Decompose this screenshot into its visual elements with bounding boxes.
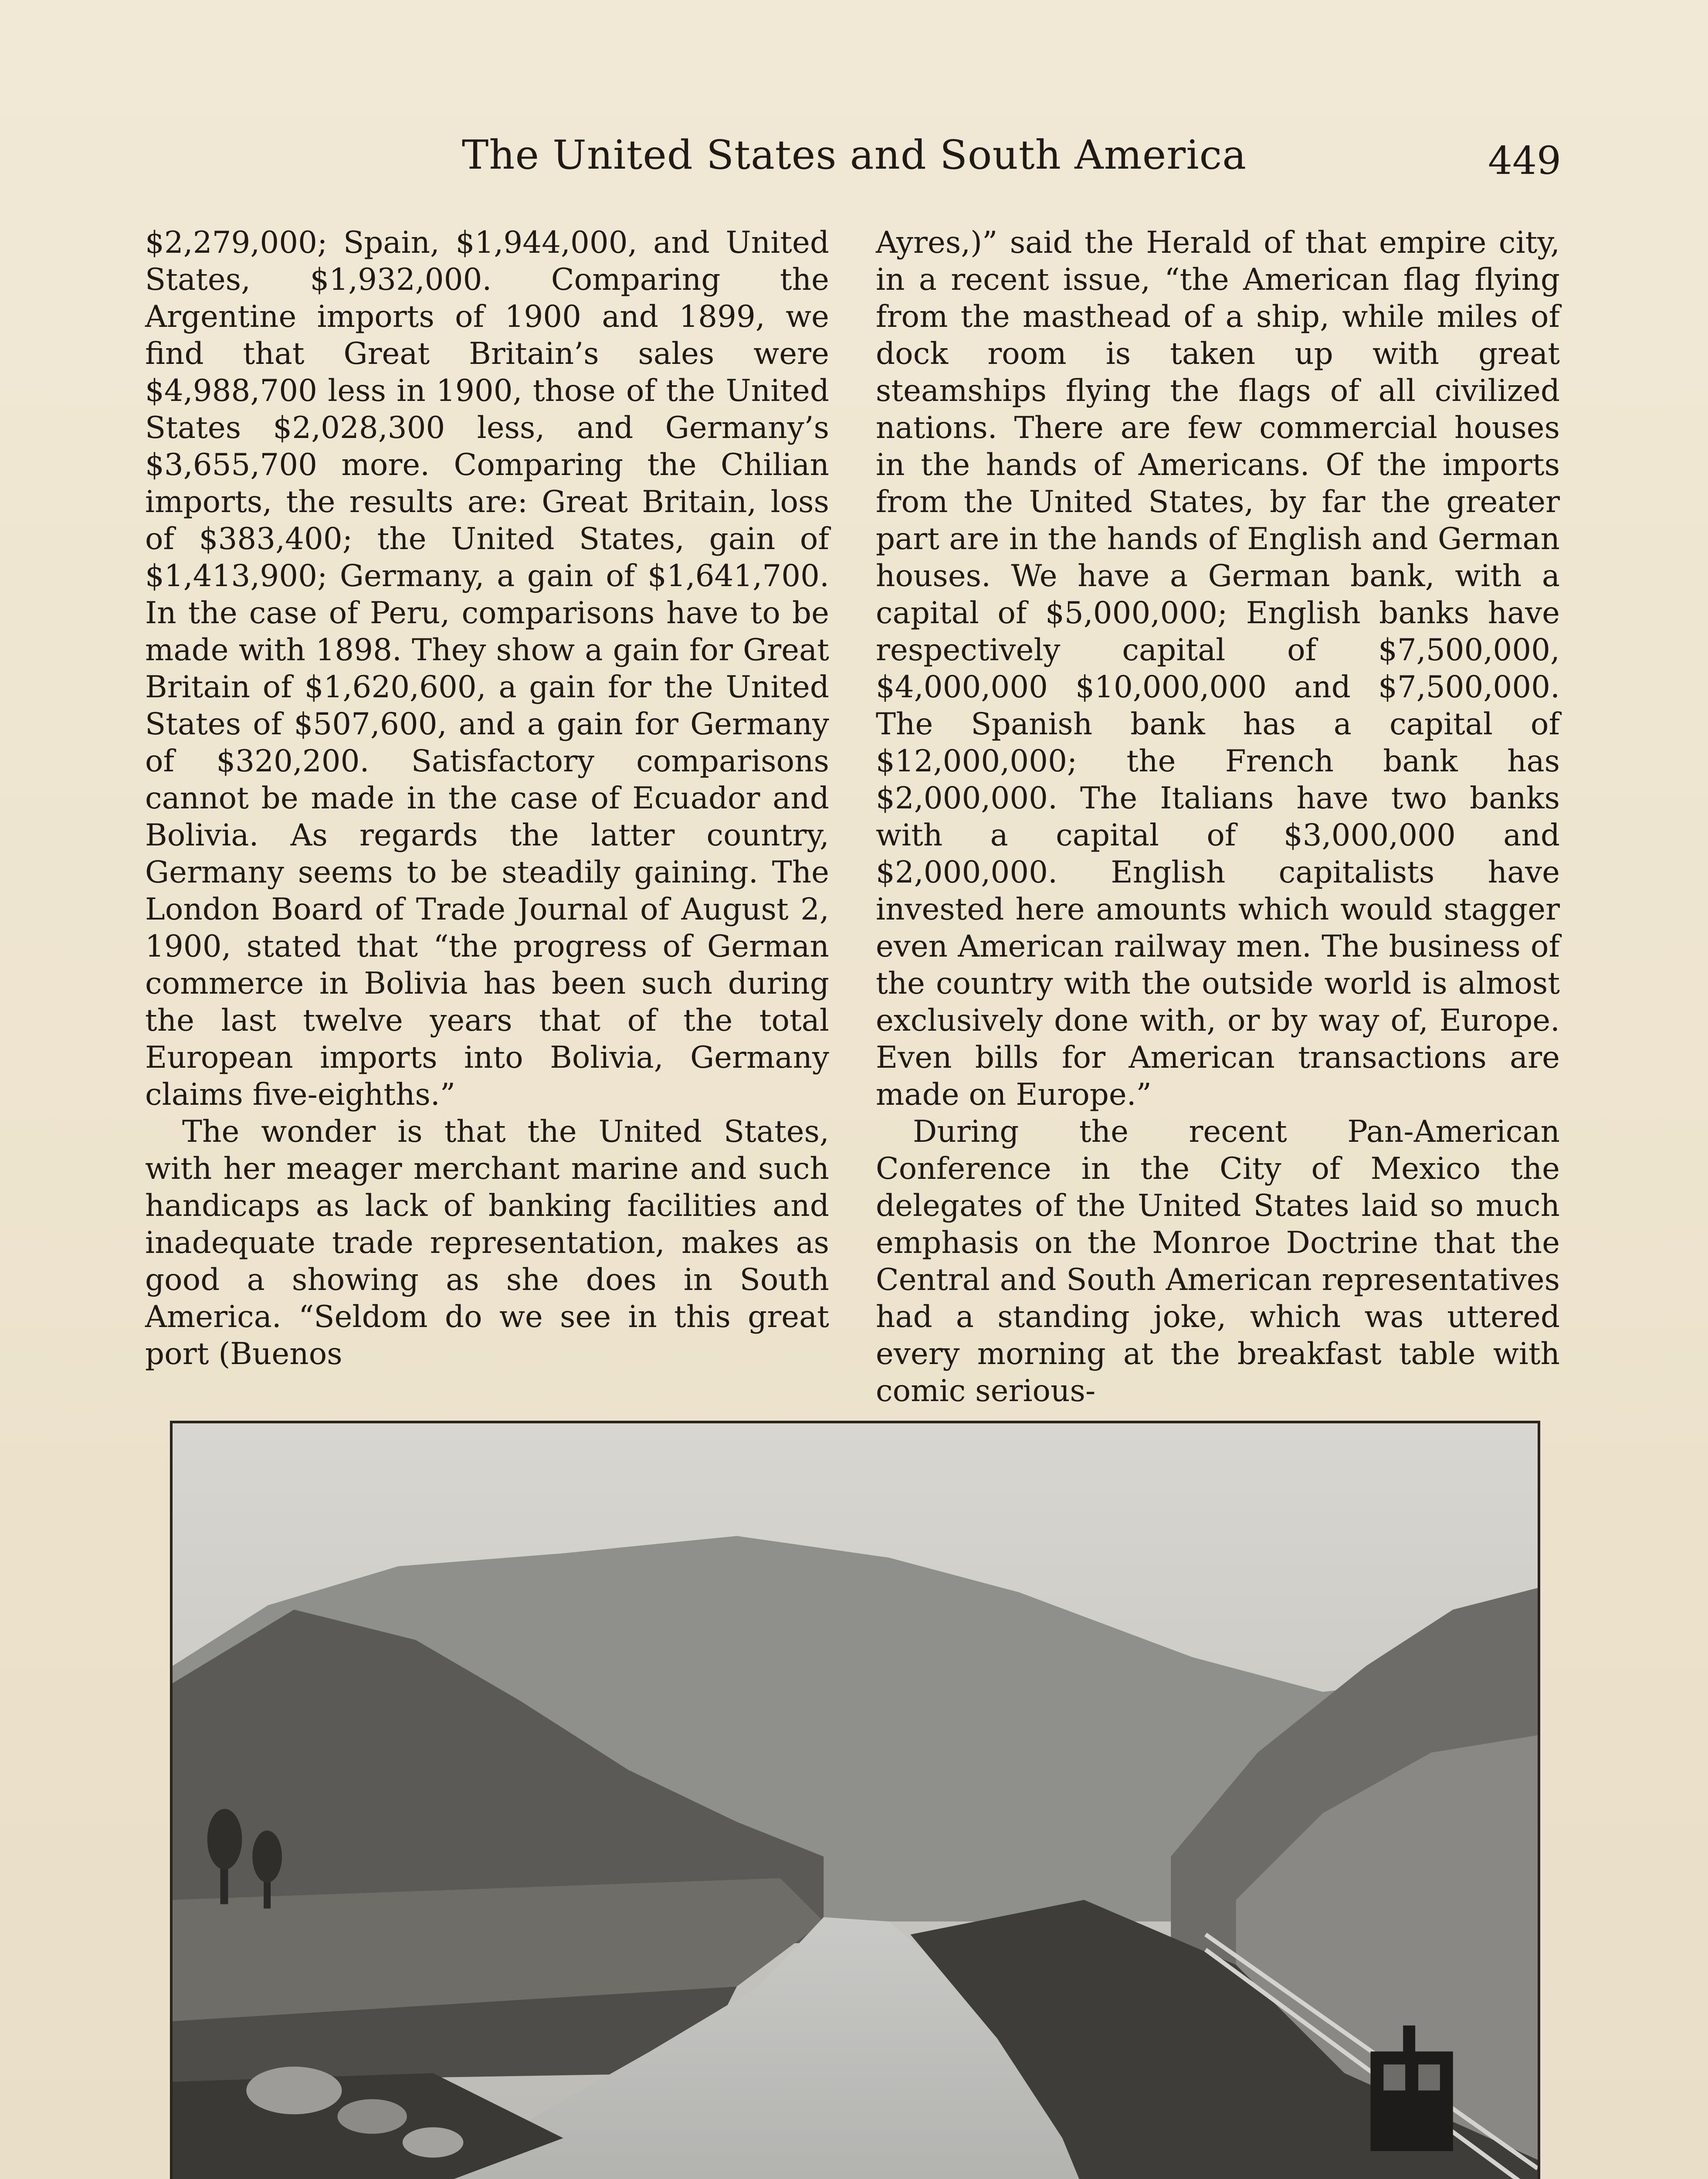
paragraph: The wonder is that the United States, with her meager merchant marine and such handicaps as lack of banking facilities and inadequate trade representation, makes as good a showing as she does in South America. “Seldom do we see in this great port (Buenos — [145, 1114, 829, 1371]
page-number: 449 — [1488, 138, 1561, 183]
photograph-aconcagua-valley — [170, 1421, 1540, 2179]
left-column — [145, 224, 829, 1373]
paragraph: $2,279,000; Spain, $1,944,000, and United States, $1,932,000. Comparing the Argentine imports of 1900 and 1899, we find that Great Britain’s sales were $4,988,700 less in 1900, those of the United States $2,028,300 less, and Germany’s $3,655,700 more. Comparing the Chilian imports, the results are: Great Britain, loss of $383,400; the United States, gain of $1,413,900; Germany, a gain of $1,641,700. In the case of Peru, comparisons have to be made with 1898. They show a gain for Great Britain of $1,620,600, a gain for the United States of $507,600, and a gain for Germany of $320,200. Satisfactory comparisons cannot be made in the case of Ecuador and Bolivia. As regards the latter country, Germany seems to be steadily gaining. The London Board of Trade Journal of August 2, 1900, stated that “the progress of German commerce in Bolivia has been such during the last twelve years that of the total European imports into Bolivia, Germany claims five-eighths.” — [145, 225, 829, 1112]
right-column — [876, 224, 1560, 1410]
paragraph: Ayres,)” said the Herald of that empire city, in a recent issue, “the American flag flying from the masthead of a ship, while miles of dock room is taken up with great steamships flying the flags of all civilized nations. There are few commercial houses in the hands of Americans. Of the imports from the United States, by far the greater part are in the hands of English and German houses. We have a German bank, with a capital of $5,000,000; English banks have respectively capital of $7,500,000, $4,000,000 $10,000,000 and $7,500,000. The Spanish bank has a capital of $12,000,000; the French bank has $2,000,000. The Italians have two banks with a capital of $3,000,000 and $2,000,000. English capitalists have invested here amounts which would stagger even American railway men. The business of the country with the outside world is almost exclusively done with, or by way of, Europe. Even bills for American transactions are made on Europe.” — [876, 225, 1560, 1112]
running-head-title: The United States and South America — [462, 132, 1247, 178]
paragraph: During the recent Pan-American Conference in the City of Mexico the delegates of the United States laid so much emphasis on the Monroe Doctrine that the Central and South American representatives had a standing joke, which was uttered every morning at the breakfast table with comic serious- — [876, 1114, 1560, 1409]
valley-photo-illustration — [173, 1423, 1538, 2179]
